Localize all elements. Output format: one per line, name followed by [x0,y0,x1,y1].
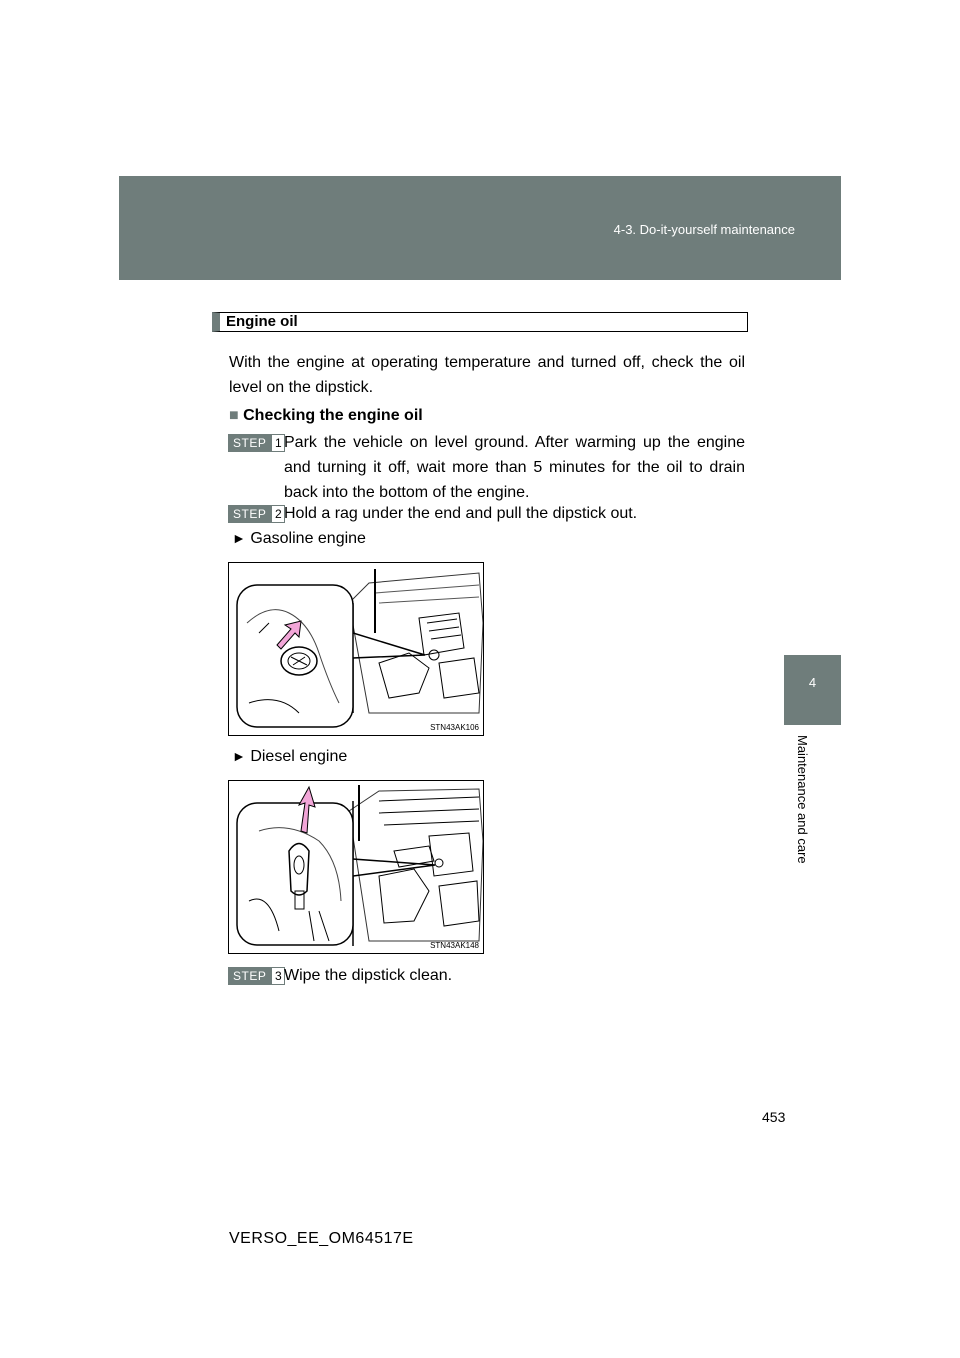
engine-bay-illustration [229,781,484,954]
engine-bay-illustration [229,563,484,736]
step-1-text: Park the vehicle on level ground. After warming up the engine and turning it off, wait more than 5 minutes for the oil to drain back into the bottom of the engine. [284,434,745,501]
step-label: STEP [228,505,271,523]
step-3-text: Wipe the dipstick clean. [284,967,453,984]
header-band [119,176,841,280]
section-title: Engine oil [212,312,748,332]
chapter-number: 4 [808,675,817,690]
document-id: VERSO_EE_OM64517E [229,1230,414,1247]
step-number: 2 [271,505,285,523]
intro-paragraph: With the engine at operating temperature and turned off, check the oil level on the dipstick. [229,354,745,396]
figure-code: STN43AK106 [430,723,479,732]
variant-label: Diesel engine [250,748,348,765]
variant-gasoline [232,526,366,551]
variant-diesel [232,744,347,769]
step-number: 1 [271,434,285,452]
page-number: 453 [762,1109,786,1125]
step-number: 3 [271,967,285,985]
figure-code: STN43AK148 [430,941,479,950]
step-3-badge [228,967,285,985]
diesel-dipstick-figure [228,780,484,954]
step-2-text: Hold a rag under the end and pull the dipstick out. [284,505,638,522]
triangle-right-icon: ► [232,748,246,764]
step-label: STEP [228,967,271,985]
step-label: STEP [228,434,271,452]
step-1-badge [228,434,285,452]
chapter-tab[interactable] [784,655,841,725]
subheading [229,403,745,428]
square-bullet-icon: ■ [229,407,239,424]
step-2-badge [228,505,285,523]
chapter-label: Maintenance and care [795,735,810,864]
header-section-title: 4-3. Do-it-yourself maintenance [613,222,795,237]
gasoline-dipstick-figure [228,562,484,736]
triangle-right-icon: ► [232,530,246,546]
subheading-text: Checking the engine oil [243,407,423,424]
variant-label: Gasoline engine [250,530,366,547]
